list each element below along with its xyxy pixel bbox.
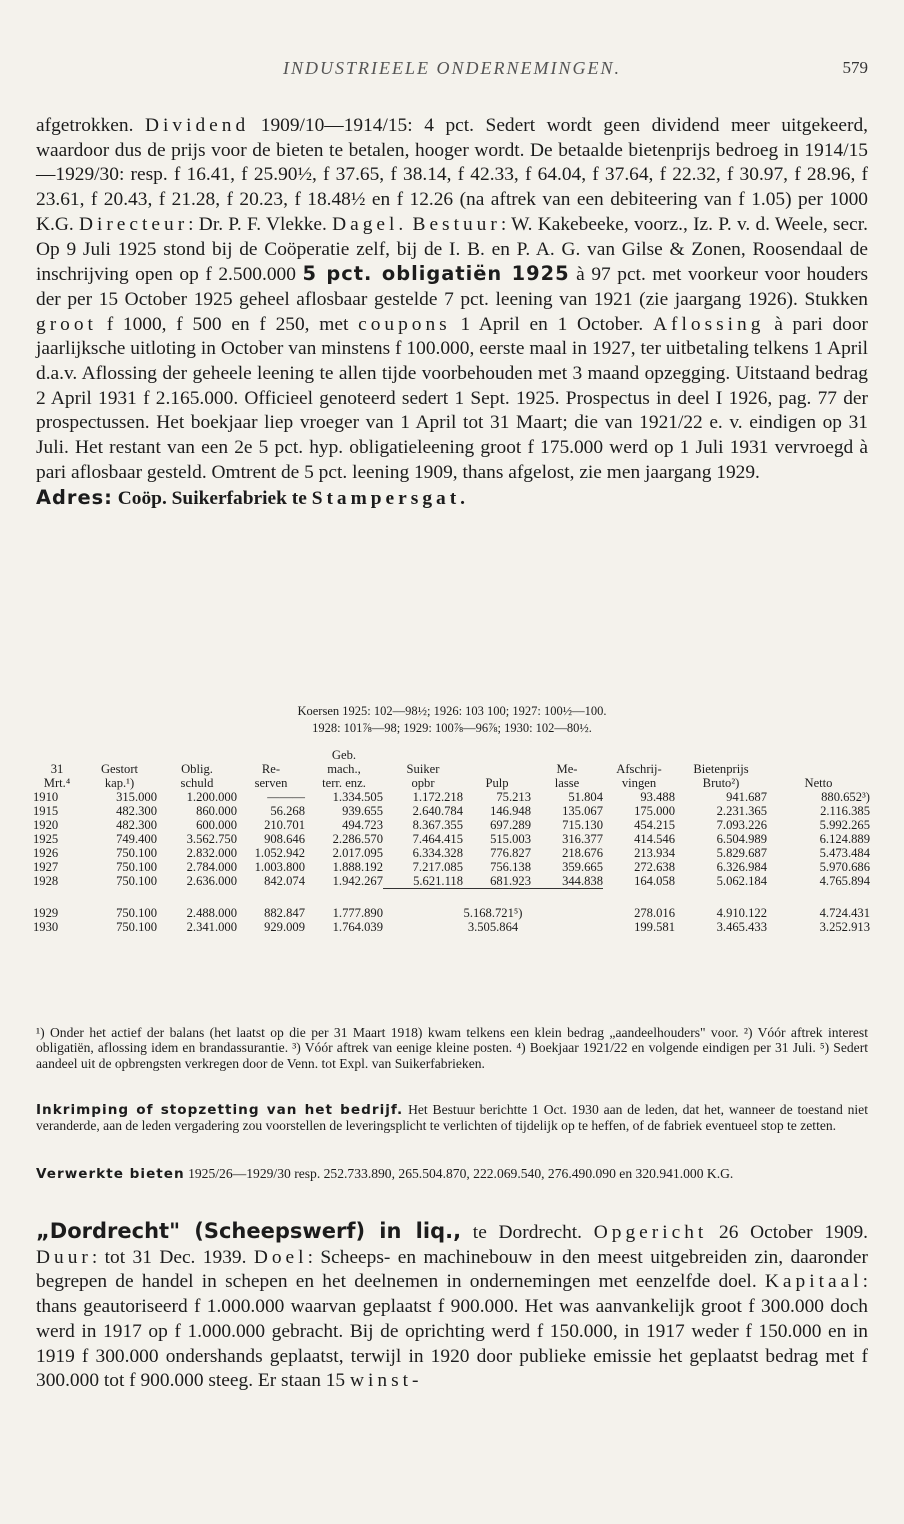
table-row <box>32 846 870 860</box>
table-row <box>32 790 870 804</box>
table-cell: 6.124.889 <box>819 832 870 846</box>
column-header: Geb. <box>331 748 357 762</box>
running-head <box>36 58 868 88</box>
table-cell: 4.910.122 <box>716 906 767 920</box>
text: te Dordrecht. <box>461 1222 594 1243</box>
paragraph-dordrecht <box>36 1219 868 1394</box>
paragraph-inkrimping <box>36 1102 868 1134</box>
table-cell: 75.213 <box>496 790 531 804</box>
table-body <box>32 748 870 934</box>
table-cell: 93.488 <box>640 790 675 804</box>
row-year: 1910 <box>33 790 59 804</box>
table-cell: 681.923 <box>490 874 531 888</box>
table-cell: 715.130 <box>562 818 603 832</box>
inkrimping-label: Inkrimping of stopzetting van het bedrijf. <box>36 1102 404 1118</box>
table-cell: 1.172.218 <box>412 790 463 804</box>
table-row <box>32 874 870 889</box>
koersen <box>36 703 868 737</box>
table-cell: 51.804 <box>568 790 603 804</box>
table-cell: 199.581 <box>634 920 675 934</box>
table-row <box>32 832 870 846</box>
table-cell: 2.231.365 <box>716 804 767 818</box>
groot-label: groot <box>36 313 97 335</box>
table-header-row <box>32 748 870 762</box>
table-row <box>32 818 870 832</box>
page-number: 579 <box>842 58 868 77</box>
table-cell: 5.062.184 <box>716 874 767 889</box>
column-header <box>32 748 82 762</box>
column-header: mach., <box>327 762 361 776</box>
row-year: 1925 <box>33 832 59 846</box>
inkrimping-text: Het Bestuur berichtte 1 Oct. 1930 aan de leden, dat het, wanneer de toestand niet veranderde, aan de leden vergadering zou voorstellen de leveringsplicht te verlichten of tijdelijk op te heffen, of de fabriek eventueel stop te zetten. <box>36 1102 868 1134</box>
table-cell: 344.838 <box>562 874 603 888</box>
running-title: INDUSTRIEELE ONDERNEMINGEN. <box>283 58 621 78</box>
column-header: Netto <box>804 776 833 790</box>
table-divider <box>32 889 870 892</box>
table-cell: 454.215 <box>634 818 675 832</box>
aflossing-label: Aflossing <box>653 313 765 335</box>
footnotes <box>36 1025 868 1071</box>
table-cell: 278.016 <box>634 906 675 920</box>
table-cell: 750.100 <box>116 920 157 934</box>
table-cell: 750.100 <box>116 846 157 860</box>
column-header <box>603 748 675 762</box>
table-cell: 697.289 <box>490 818 531 832</box>
text: f 1000, f 500 en f 250, met <box>96 313 359 335</box>
table-cell: 2.636.000 <box>186 874 237 889</box>
column-header: schuld <box>180 776 214 790</box>
bestuur-label: Bestuur <box>412 213 501 235</box>
table-cell: 2.116.385 <box>820 804 870 818</box>
table-cell: 5.992.265 <box>819 818 870 832</box>
table-cell: ——— <box>267 790 305 804</box>
table-cell: 1.052.942 <box>254 846 305 860</box>
table-row <box>32 920 870 934</box>
table-cell: 2.017.095 <box>332 846 383 860</box>
table-cell: 2.488.000 <box>186 906 237 920</box>
table-cell: 359.665 <box>562 860 603 874</box>
table-cell: 1.003.800 <box>254 860 305 874</box>
column-header: lasse <box>554 776 580 790</box>
column-header <box>767 748 870 762</box>
table-cell: 135.067 <box>562 804 603 818</box>
column-header <box>463 748 531 762</box>
table-cell: 600.000 <box>196 818 237 832</box>
table-cell: 1.777.890 <box>332 906 383 920</box>
row-year: 1920 <box>33 818 59 832</box>
row-year: 1930 <box>33 920 59 934</box>
doel-label: Doel <box>253 1246 308 1268</box>
table-cell: 6.326.984 <box>716 860 767 874</box>
text: : W. Kakebeeke, voorz., Iz. P. v. d. Weele, secr. Op 9 Juli 1925 stond bij de Coöperatie zelf, bij de I. B. en P. A. G. van Gilse & Zonen, Roosendaal de inschrijving open op f 2.500.000 <box>36 213 868 286</box>
table-cell: 56.268 <box>270 804 305 818</box>
table-cell: 315.000 <box>116 790 157 804</box>
column-header: Re- <box>261 762 281 776</box>
table-cell: 4.724.431 <box>819 906 870 920</box>
text: : Scheeps- en machinebouw in den meest uitgebreiden zin, daaronder begrepen de handel in schepen en het deelnemen in ondernemingen met eenzelfde doel. <box>36 1246 868 1293</box>
table-cell: 482.300 <box>116 804 157 818</box>
column-header <box>675 748 767 762</box>
table-cell: 3.252.913 <box>819 920 870 934</box>
column-header <box>383 748 463 762</box>
table-cell: 750.100 <box>116 874 157 889</box>
column-header: Me- <box>556 762 578 776</box>
column-header: Pulp <box>485 776 509 790</box>
table-cell: 842.074 <box>264 874 305 889</box>
text: : tot 31 Dec. 1939. <box>91 1246 254 1268</box>
column-header <box>531 748 603 762</box>
table-cell: 1.334.505 <box>332 790 383 804</box>
table-cell: 776.827 <box>490 846 531 860</box>
text: : thans geautoriseerd f 1.000.000 waarvan geplaatst f 900.000. Het was aanvankelijk groot f 300.000 doch werd in 1917 op f 1.000.000 gebracht. Bij de oprichting werd f 150.000, in 1917 weder f 150.000 en in 1919 f 300.000 ondershands geplaatst, terwijl in 1920 door publieke emissie het geplaatst bedrag met f 300.000 tot f 900.000 steeg. Er staan 15 <box>36 1271 868 1392</box>
table-cell: 3.562.750 <box>186 832 237 846</box>
table-cell: 7.093.226 <box>716 818 767 832</box>
table-cell: 1.200.000 <box>186 790 237 804</box>
text: 1 April en 1 October. <box>450 313 654 335</box>
table-cell: 482.300 <box>116 818 157 832</box>
column-header: Bietenprijs <box>693 762 749 776</box>
table-cell: 750.100 <box>116 860 157 874</box>
table-cell: 3.505.864 <box>467 920 519 934</box>
table-cell: 272.638 <box>634 860 675 874</box>
row-year: 1926 <box>33 846 59 860</box>
table-cell: 210.701 <box>264 818 305 832</box>
dagel-label: Dagel. <box>332 213 408 235</box>
table-cell: 749.400 <box>116 832 157 846</box>
column-header: Mrt.⁴ <box>43 776 71 790</box>
table-cell: 494.723 <box>342 818 383 832</box>
column-header: vingen <box>621 776 657 790</box>
column-header <box>157 748 237 762</box>
table-cell: 880.652³) <box>821 790 870 804</box>
dividend-label: Dividend <box>145 115 250 136</box>
table-row <box>32 860 870 874</box>
column-header: Suiker <box>406 762 440 776</box>
table-row <box>32 804 870 818</box>
column-header: opbr <box>411 776 435 790</box>
paragraph-suikerfabriek <box>36 114 868 511</box>
table-cell: 175.000 <box>634 804 675 818</box>
table-cell: 316.377 <box>562 832 603 846</box>
table-row <box>32 906 870 920</box>
table-cell: 4.765.894 <box>819 874 870 889</box>
coupons-label: coupons <box>358 313 451 335</box>
column-header: kap.¹) <box>104 776 135 790</box>
paragraph-verwerkte <box>36 1166 868 1182</box>
text: à 97 pct. met voorkeur voor houders der per 15 October 1925 geheel aflosbaar gestelde 7 pct. leening van 1921 (zie jaargang 1926). Stukken <box>36 264 868 310</box>
table-cell: 8.367.355 <box>412 818 463 832</box>
kapitaal-label: Kapitaal <box>764 1271 863 1293</box>
table-cell: 5.473.484 <box>819 846 870 860</box>
table-cell: 941.687 <box>726 790 767 804</box>
text: 26 October 1909. <box>707 1222 868 1243</box>
column-header <box>82 748 157 762</box>
opgericht-label: Opgericht <box>593 1222 708 1243</box>
text: à pari door jaarlijksche uitloting in October van minstens f 100.000, eerste maal in 1927, ter uitbetaling telkens 1 April d.a.v. Aflossing der geheele leening te allen tijde voorbehouden met 3 maand opzegging. Uitstaand bedrag 2 April 1931 f 2.165.000. Officieel genoteerd sedert 1 Sept. 1925. Prospectus in deel I 1926, pag. 77 der prospectussen. Het boekjaar liep vroeger van 1 April tot 31 Maart; die van 1921/22 e. v. eindigen op 31 Juli. Het restant van een 2e 5 pct. hyp. obligatieleening groot f 175.000 werd op 1 Juli 1931 vervroegd à pari aflosbaar gesteld. Omtrent de 5 pct. leening 1909, thans afgelost, zie men jaargang 1929. <box>36 313 869 483</box>
duur-label: Duur <box>36 1246 92 1268</box>
table-cell: 414.546 <box>634 832 675 846</box>
table-cell: 882.847 <box>264 906 305 920</box>
row-year: 1928 <box>33 874 59 889</box>
table-cell: 7.464.415 <box>412 832 463 846</box>
adres-label: Adres: <box>36 485 113 509</box>
table-cell: 1.888.192 <box>332 860 383 874</box>
text: afgetrokken. <box>36 115 146 136</box>
financial-table <box>32 748 870 934</box>
table-cell: 929.009 <box>264 920 305 934</box>
column-header: 31 <box>50 762 64 776</box>
column-header: Gestort <box>100 762 139 776</box>
table-cell: 750.100 <box>116 906 157 920</box>
table-header-row <box>32 776 870 790</box>
table-cell: 2.341.000 <box>186 920 237 934</box>
table-cell: 939.655 <box>342 804 383 818</box>
table-gap <box>32 891 870 906</box>
koersen-line: Koersen 1925: 102—98½; 1926: 103 100; 1927: 100½—100. <box>297 704 607 718</box>
table-cell: 2.640.784 <box>412 804 463 818</box>
row-year: 1929 <box>33 906 59 920</box>
column-header: Bruto²) <box>702 776 740 790</box>
table-cell: 1.764.039 <box>332 920 383 934</box>
table-cell: 756.138 <box>490 860 531 874</box>
table-cell: 3.465.433 <box>716 920 767 934</box>
koersen-line: 1928: 101⅞—98; 1929: 100⅞—96⅞; 1930: 102—80½. <box>312 721 592 735</box>
table-cell: 2.286.570 <box>332 832 383 846</box>
table-cell: 5.168.721⁵) <box>463 906 523 920</box>
table-header-row <box>32 762 870 776</box>
directeur-label: Directeur <box>78 213 189 235</box>
column-header: Afschrij- <box>616 762 662 776</box>
text: 1909/10—1914/15: 4 pct. Sedert wordt geen dividend meer uitgekeerd, waardoor dus de prijs voor de bieten te betalen, hooger wordt. De betaalde bietenprijs bedroeg in 1914/15—1929/30: resp. f 16.41, f 25.90½, f 37.65, f 38.14, f 42.33, f 64.04, f 37.64, f 22.32, f 30.97, f 28.96, f 23.61, f 20.43, f 21.28, f 20.23, f 18.48½ en f 12.26 (na aftrek van een debiteering van f 1.05) per 1000 K.G. <box>36 115 868 235</box>
table-cell: 515.003 <box>490 832 531 846</box>
table-cell: 164.058 <box>634 874 675 889</box>
column-header <box>767 762 870 776</box>
row-year: 1927 <box>33 860 59 874</box>
company-heading: „Dordrecht" (Scheepswerf) in liq., <box>36 1219 462 1243</box>
table-cell: 5.829.687 <box>716 846 767 860</box>
table-cell: 2.784.000 <box>186 860 237 874</box>
table-cell: 6.334.328 <box>412 846 463 860</box>
table-cell: 6.504.989 <box>716 832 767 846</box>
table-cell: 860.000 <box>196 804 237 818</box>
table-cell: 7.217.085 <box>412 860 463 874</box>
column-header <box>463 762 531 776</box>
table-cell: 218.676 <box>562 846 603 860</box>
table-cell: 5.970.686 <box>819 860 870 874</box>
obligatien-label: 5 pct. obligatiën 1925 <box>302 262 570 286</box>
table-cell: 908.646 <box>264 832 305 846</box>
adres-value: Coöp. Suikerfabriek te <box>117 487 307 509</box>
column-header: terr. enz. <box>322 776 366 790</box>
table-cell: 213.934 <box>634 846 675 860</box>
verwerkte-label: Verwerkte bieten <box>36 1166 185 1182</box>
column-header: Oblig. <box>181 762 213 776</box>
text: : Dr. P. F. Vlekke. <box>188 213 333 235</box>
table-cell: 2.832.000 <box>186 846 237 860</box>
table-cell: 146.948 <box>490 804 531 818</box>
row-year: 1915 <box>33 804 59 818</box>
adres-place: Stampersgat. <box>311 487 470 509</box>
column-header: serven <box>254 776 288 790</box>
column-header <box>237 748 305 762</box>
winst-label: winst- <box>349 1370 423 1392</box>
verwerkte-text: 1925/26—1929/30 resp. 252.733.890, 265.504.870, 222.069.540, 276.490.090 en 320.941.000 K.G. <box>184 1166 734 1181</box>
footnotes-text: ¹) Onder het actief der balans (het laatst op die per 31 Maart 1918) kwam telkens een klein bedrag „aandeelhouders" voor. ²) Vóór aftrek interest obligatiën, aflossing idem en brandassurantie. ³) Vóór aftrek van eenige kleine posten. ⁴) Boekjaar 1921/22 en volgende eindigen per 31 Juli. ⁵) Sedert aandeel uit de opbrengsten verkregen door de Venn. tot Expl. van Suikerfabrieken. <box>36 1025 868 1071</box>
table-cell: 5.621.118 <box>413 874 463 888</box>
table-cell: 1.942.267 <box>332 874 383 889</box>
